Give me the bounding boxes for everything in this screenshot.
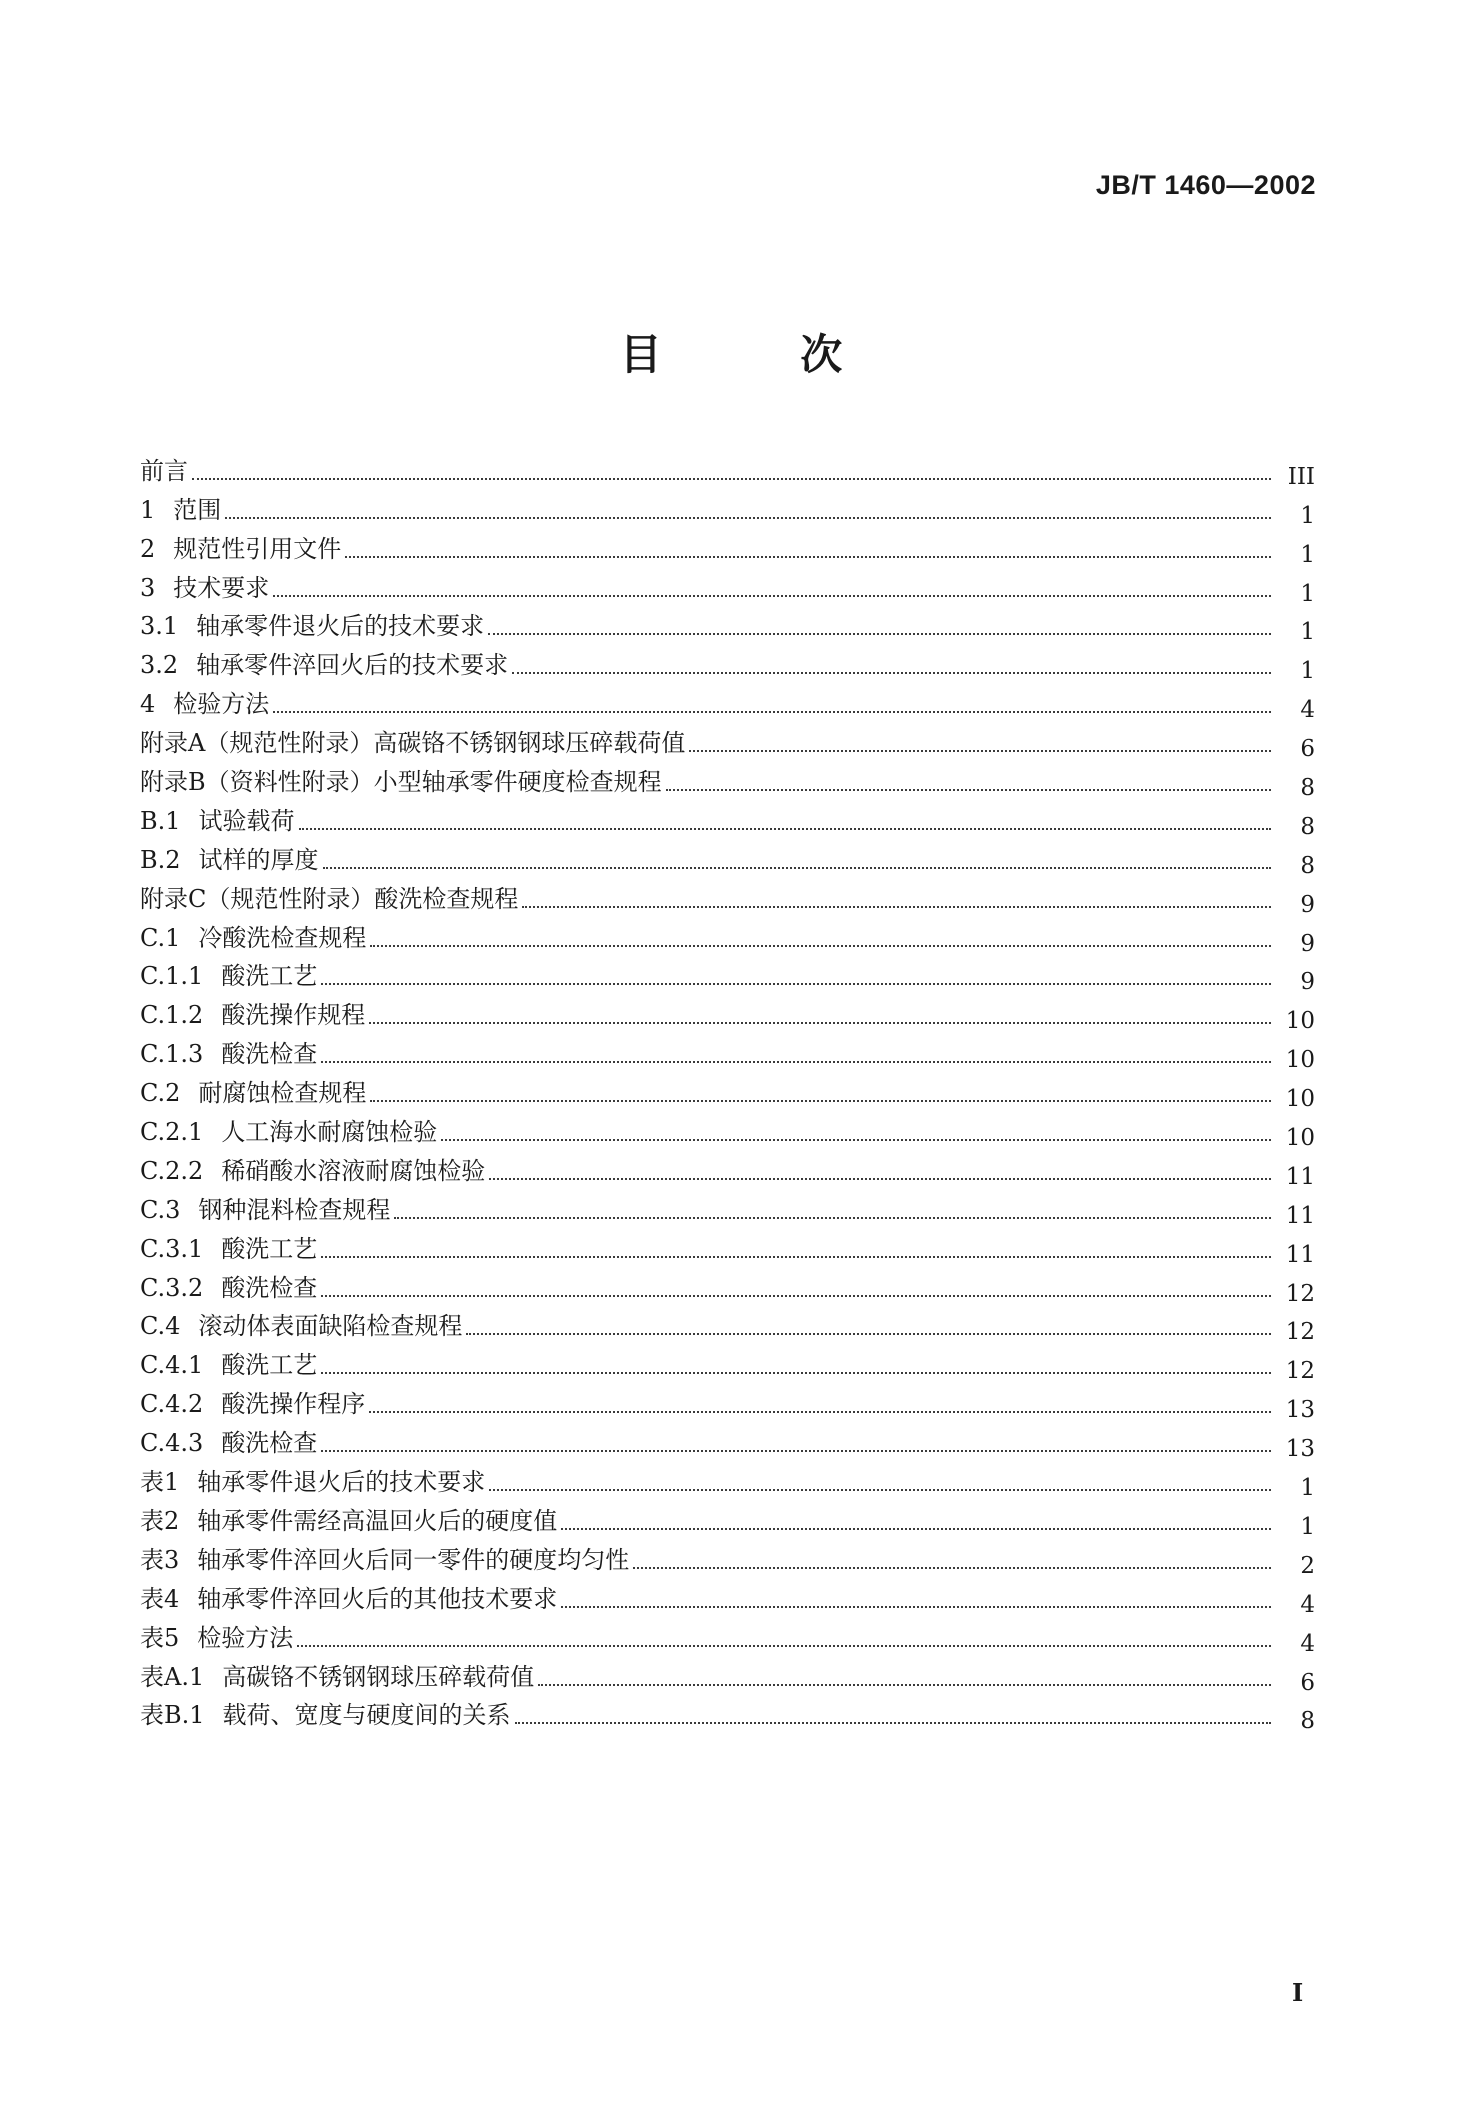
toc-entry-text: 轴承零件淬回火后的技术要求 (196, 651, 509, 680)
toc-entry-number: C.1.1 (140, 962, 204, 991)
toc-entry-label (140, 1584, 558, 1613)
toc-entry-text: 附录B（资料性附录）小型轴承零件硬度检查规程 (140, 768, 662, 797)
page-number: I (1292, 1978, 1304, 2007)
toc-entry-number: 表2 (140, 1506, 180, 1535)
toc-entry[interactable] (140, 794, 1315, 840)
toc-entry-number: C.2.1 (140, 1118, 204, 1147)
toc-entry-label (140, 884, 519, 913)
toc-entry[interactable] (140, 638, 1315, 685)
toc-entry-page: 10 (1285, 1086, 1315, 1113)
toc-entry-number: C.1.2 (140, 1001, 204, 1030)
toc-entry[interactable] (140, 600, 1315, 646)
toc-entry[interactable] (140, 1338, 1315, 1385)
toc-entry-page: 4 (1300, 1630, 1315, 1657)
toc-entry-label (140, 1662, 535, 1691)
toc-entry-text: 附录A（规范性附录）高碳铬不锈钢钢球压碎载荷值 (140, 729, 686, 758)
toc-entry-page: 6 (1300, 1669, 1315, 1696)
toc-entry[interactable] (140, 1650, 1315, 1696)
toc-leader-dots (666, 767, 1271, 791)
toc-entry-page: 9 (1300, 969, 1315, 996)
toc-entry[interactable] (140, 1494, 1315, 1540)
toc-entry[interactable] (140, 1027, 1315, 1074)
toc-leader-dots (522, 884, 1271, 908)
toc-entry[interactable] (140, 833, 1315, 879)
toc-entry-text: 前言 (140, 456, 188, 485)
toc-leader-dots (689, 728, 1271, 752)
toc-entry[interactable] (140, 1183, 1315, 1229)
toc-leader-dots (466, 1311, 1271, 1335)
toc-entry-number: C.3 (140, 1195, 181, 1224)
toc-entry-text: 轴承零件退火后的技术要求 (197, 1468, 486, 1497)
toc-entry-page: 8 (1300, 1708, 1315, 1735)
toc-entry-text: 轴承零件退火后的技术要求 (196, 612, 485, 641)
toc-entry-page: 10 (1285, 1125, 1315, 1152)
toc-leader-dots (489, 1156, 1271, 1180)
toc-entry-label (140, 1118, 438, 1147)
toc-leader-dots (192, 456, 1271, 480)
toc-entry[interactable] (140, 755, 1315, 802)
toc-entry[interactable] (140, 1105, 1315, 1152)
toc-entry-number: 3.1 (140, 612, 179, 641)
toc-leader-dots (633, 1545, 1271, 1569)
toc-entry-page: 1 (1300, 1513, 1315, 1540)
toc-leader-dots (512, 650, 1271, 674)
toc-leader-dots (369, 1000, 1271, 1024)
toc-entry-number: C.4.3 (140, 1429, 204, 1458)
toc-entry-number: 表3 (140, 1545, 180, 1574)
toc-entry-text: 滚动体表面缺陷检查规程 (198, 1312, 463, 1341)
toc-leader-dots (299, 806, 1271, 830)
toc-entry-label (140, 1079, 367, 1108)
toc-entry-text: 附录C（规范性附录）酸洗检查规程 (140, 884, 519, 913)
toc-entry-number: C.1.3 (140, 1040, 204, 1069)
toc-entry-number: C.2 (140, 1079, 181, 1108)
toc-entry-text: 人工海水耐腐蚀检验 (221, 1118, 438, 1147)
toc-entry-label (140, 1195, 391, 1224)
toc-entry-label (140, 456, 188, 485)
toc-leader-dots (489, 1467, 1271, 1491)
toc-entry-label (140, 1429, 318, 1458)
toc-entry-page: 10 (1285, 1008, 1315, 1035)
toc-leader-dots (321, 1234, 1271, 1258)
toc-leader-dots (321, 1039, 1271, 1063)
toc-title: 目 次 (619, 330, 905, 379)
toc-entry[interactable] (140, 1144, 1315, 1190)
toc-entry-label (140, 1156, 486, 1185)
toc-entry-text: 稀硝酸水溶液耐腐蚀检验 (221, 1156, 486, 1185)
toc-entry-page: 8 (1300, 852, 1315, 879)
toc-entry[interactable] (140, 1611, 1315, 1657)
toc-entry[interactable] (140, 911, 1315, 957)
toc-leader-dots (394, 1195, 1271, 1219)
toc-entry-text: 轴承零件淬回火后同一零件的硬度均匀性 (197, 1545, 630, 1574)
toc-entry[interactable] (140, 1533, 1315, 1579)
toc-entry-number: 表B.1 (140, 1701, 205, 1730)
toc-entry-label (140, 651, 509, 680)
toc-entry-number: C.2.2 (140, 1156, 204, 1185)
toc-entry-text: 试验载荷 (198, 806, 295, 835)
toc-leader-dots (561, 1506, 1271, 1530)
toc-leader-dots (370, 923, 1271, 947)
toc-entry-page: 12 (1285, 1280, 1315, 1307)
toc-entry-page: 10 (1285, 1047, 1315, 1074)
toc-entry-label (140, 534, 342, 563)
toc-entry-text: 试样的厚度 (198, 845, 319, 874)
toc-entry-label (140, 1040, 318, 1069)
toc-entry-page: 11 (1285, 1163, 1315, 1190)
toc-entry-label (140, 729, 686, 758)
toc-leader-dots (515, 1700, 1271, 1724)
toc-leader-dots (321, 1350, 1271, 1374)
toc-entry-page: 11 (1285, 1202, 1315, 1229)
toc-entry-page: III (1287, 463, 1315, 490)
toc-entry-text: 冷酸洗检查规程 (198, 923, 367, 952)
table-of-contents (140, 444, 1315, 1735)
toc-entry[interactable] (140, 1300, 1315, 1346)
toc-entry-label (140, 1234, 318, 1263)
toc-entry[interactable] (140, 950, 1315, 996)
toc-entry-text: 范围 (173, 495, 222, 524)
toc-entry-label (140, 1351, 318, 1380)
toc-entry[interactable] (140, 1377, 1315, 1424)
toc-entry-text: 轴承零件淬回火后的其他技术要求 (197, 1584, 558, 1613)
toc-entry-text: 酸洗检查 (221, 1429, 318, 1458)
toc-leader-dots (538, 1662, 1271, 1686)
toc-entry-page: 11 (1285, 1241, 1315, 1268)
toc-entry-page: 8 (1300, 775, 1315, 802)
toc-leader-dots (369, 1389, 1271, 1413)
toc-entry-text: 酸洗工艺 (221, 1234, 318, 1263)
toc-entry[interactable] (140, 1689, 1315, 1735)
toc-entry-text: 酸洗操作程序 (221, 1390, 366, 1419)
toc-entry[interactable] (140, 444, 1315, 490)
toc-entry-label (140, 1468, 486, 1497)
toc-entry-text: 规范性引用文件 (173, 534, 342, 563)
toc-leader-dots (561, 1584, 1271, 1608)
toc-entry-page: 12 (1285, 1319, 1315, 1346)
toc-entry-label (140, 1390, 366, 1419)
toc-entry-text: 耐腐蚀检查规程 (198, 1079, 367, 1108)
toc-entry-number: 表4 (140, 1584, 180, 1613)
toc-entry-text: 技术要求 (173, 573, 270, 602)
toc-entry-label (140, 1506, 558, 1535)
toc-entry[interactable] (140, 522, 1315, 568)
toc-entry-page: 6 (1300, 736, 1315, 763)
toc-entry[interactable] (140, 1261, 1315, 1307)
toc-entry-number: C.4.1 (140, 1351, 204, 1380)
toc-leader-dots (488, 611, 1271, 635)
toc-entry-page: 12 (1285, 1358, 1315, 1385)
toc-entry-label (140, 690, 270, 719)
toc-entry[interactable] (140, 483, 1315, 529)
toc-entry-text: 酸洗操作规程 (221, 1001, 366, 1030)
toc-entry-text: 酸洗工艺 (221, 1351, 318, 1380)
toc-entry[interactable] (140, 988, 1315, 1035)
toc-entry-page: 1 (1300, 658, 1315, 685)
toc-entry-number: C.3.2 (140, 1273, 204, 1302)
toc-entry-number: C.3.1 (140, 1234, 204, 1263)
toc-entry-page: 1 (1300, 502, 1315, 529)
toc-entry[interactable] (140, 561, 1315, 607)
toc-entry-number: 3.2 (140, 651, 179, 680)
toc-entry-page: 1 (1300, 580, 1315, 607)
toc-leader-dots (321, 1273, 1271, 1297)
toc-entry-text: 轴承零件需经高温回火后的硬度值 (197, 1506, 558, 1535)
toc-entry-label (140, 1545, 630, 1574)
toc-entry-page: 8 (1300, 813, 1315, 840)
toc-entry-page: 4 (1300, 1591, 1315, 1618)
toc-entry[interactable] (140, 716, 1315, 763)
toc-entry-number: C.1 (140, 923, 181, 952)
toc-entry-page: 1 (1300, 541, 1315, 568)
toc-entry-label (140, 923, 367, 952)
toc-leader-dots (297, 1623, 1271, 1647)
toc-leader-dots (370, 1078, 1271, 1102)
toc-leader-dots (321, 1428, 1271, 1452)
toc-entry-number: C.4.2 (140, 1390, 204, 1419)
toc-entry-number: 表A.1 (140, 1662, 205, 1691)
toc-entry-page: 1 (1300, 1475, 1315, 1502)
toc-entry-text: 酸洗检查 (221, 1040, 318, 1069)
toc-entry-label (140, 1001, 366, 1030)
toc-leader-dots (441, 1117, 1271, 1141)
toc-entry[interactable] (140, 1416, 1315, 1463)
toc-entry-label (140, 845, 319, 874)
toc-entry-page: 1 (1300, 619, 1315, 646)
toc-entry-text: 检验方法 (197, 1623, 294, 1652)
toc-leader-dots (345, 534, 1271, 558)
toc-entry-label (140, 573, 270, 602)
toc-entry-label (140, 1623, 294, 1652)
toc-entry[interactable] (140, 1066, 1315, 1113)
toc-entry-page: 2 (1300, 1552, 1315, 1579)
toc-entry[interactable] (140, 1572, 1315, 1618)
toc-entry-label (140, 1701, 511, 1730)
toc-entry-label (140, 768, 662, 797)
toc-entry-page: 13 (1285, 1397, 1315, 1424)
toc-entry-number: 表1 (140, 1468, 180, 1497)
toc-entry[interactable] (140, 677, 1315, 724)
toc-entry-text: 酸洗工艺 (221, 962, 318, 991)
toc-entry-number: 表5 (140, 1623, 180, 1652)
toc-entry-label (140, 612, 485, 641)
toc-entry-number: B.1 (140, 806, 181, 835)
toc-entry-text: 酸洗检查 (221, 1273, 318, 1302)
toc-entry-number: 3 (140, 573, 156, 602)
toc-entry-text: 钢种混料检查规程 (198, 1195, 391, 1224)
toc-entry-page: 9 (1300, 930, 1315, 957)
toc-entry[interactable] (140, 872, 1315, 918)
toc-entry-page: 4 (1300, 697, 1315, 724)
toc-entry-page: 13 (1285, 1436, 1315, 1463)
toc-entry[interactable] (140, 1222, 1315, 1268)
toc-entry-number: B.2 (140, 845, 181, 874)
toc-leader-dots (321, 961, 1271, 985)
toc-entry-number: 1 (140, 495, 156, 524)
toc-entry[interactable] (140, 1455, 1315, 1502)
toc-leader-dots (273, 573, 1271, 597)
toc-entry-text: 载荷、宽度与硬度间的关系 (222, 1701, 511, 1730)
toc-leader-dots (323, 845, 1271, 869)
toc-entry-label (140, 1273, 318, 1302)
document-code: JB/T 1460—2002 (1095, 170, 1316, 200)
toc-entry-label (140, 1312, 463, 1341)
toc-leader-dots (273, 689, 1271, 713)
toc-entry-label (140, 806, 295, 835)
toc-entry-number: 2 (140, 534, 156, 563)
toc-entry-number: 4 (140, 690, 156, 719)
toc-entry-text: 高碳铬不锈钢钢球压碎载荷值 (222, 1662, 535, 1691)
toc-entry-label (140, 495, 222, 524)
toc-leader-dots (225, 495, 1271, 519)
toc-entry-label (140, 962, 318, 991)
toc-entry-page: 9 (1300, 891, 1315, 918)
toc-entry-number: C.4 (140, 1312, 181, 1341)
toc-entry-text: 检验方法 (173, 690, 270, 719)
